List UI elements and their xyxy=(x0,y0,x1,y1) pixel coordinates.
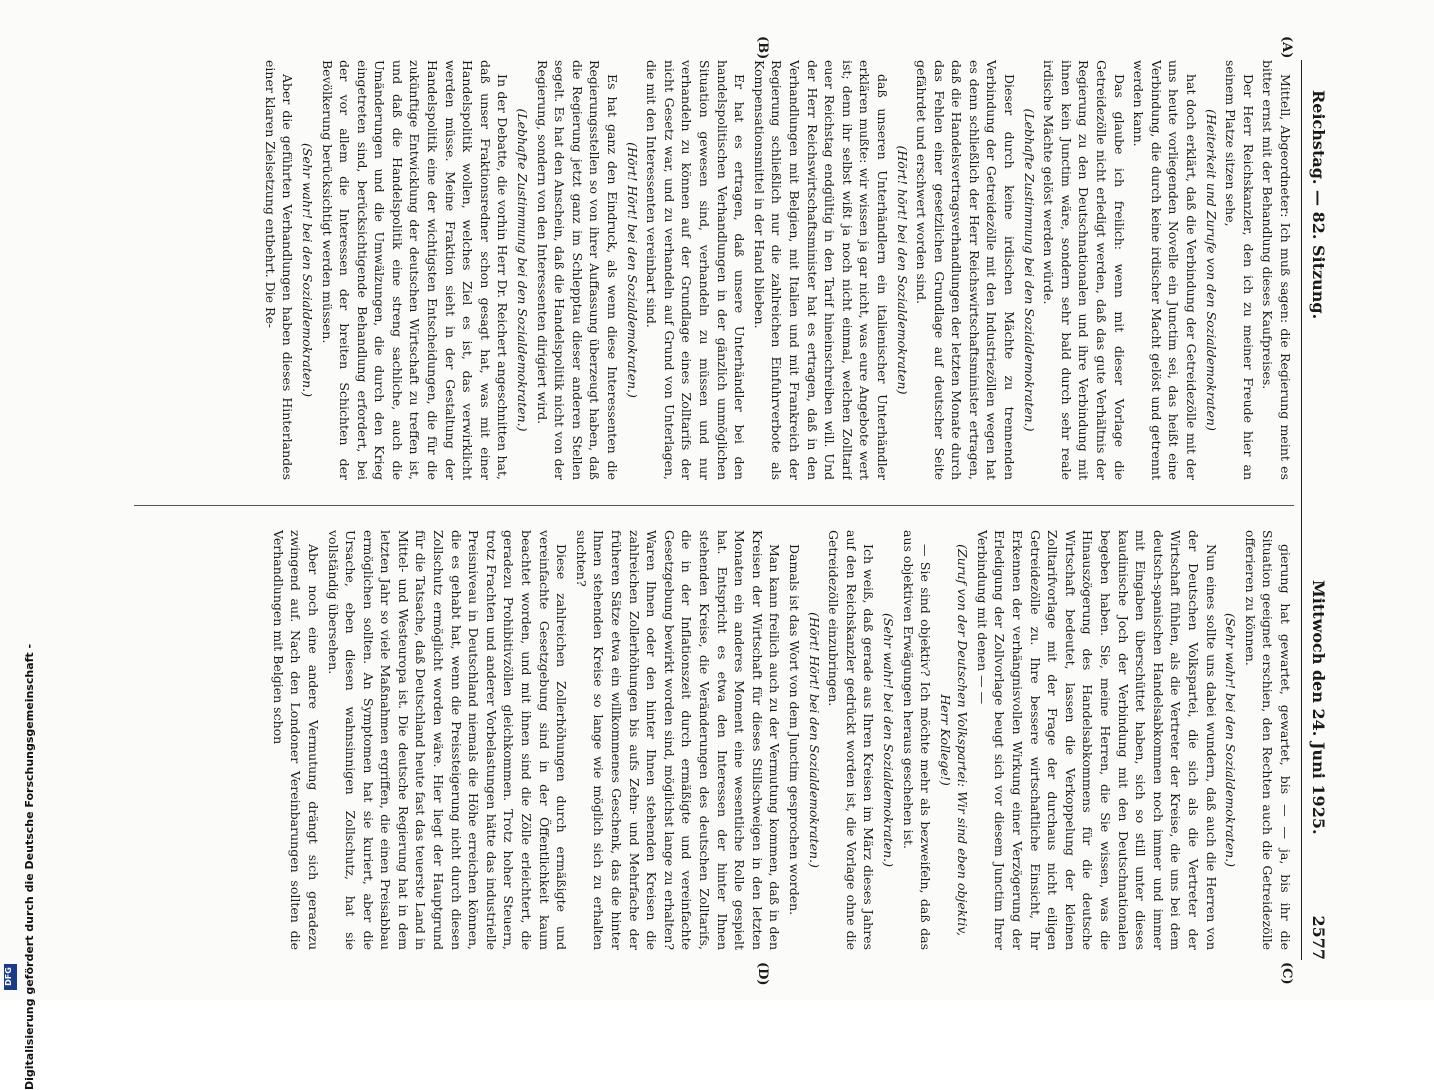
paragraph: Man kann freilich auch zu der Vermutung kommen, daß in den Kreisen der Wirtschaft für dieses Stillschweigen in den letzten Monaten ein anderes Moment eine wesentliche Rolle gespielt hat. Entspricht es etwa den Interessen der hinter Ihnen stehenden Kreise, die Veränderungen des deutschen Zolltarifs, die in der Inflationszeit durch ermäßigte und vereinfachte Gesetzgebung bewirkt worden sind, möglichst lange zu erhalten? Waren Ihnen oder den hinter Ihnen stehenden Kreisen die zahlreichen Zollerhöhungen bis aufs Zehn- und Mehrfache der früheren Sätze etwa ein willkommenes Geschenk, das die hinter Ihnen stehenden Kreise so lange wie möglich sich zu erhalten suchten? xyxy=(573,530,783,950)
margin-mark-a: (A) xyxy=(1279,36,1294,59)
paragraph: (Sehr wahr! bei den Sozialdemokraten.) xyxy=(299,142,315,398)
text-column-left xyxy=(114,60,1294,480)
page-number: 2577 xyxy=(1309,915,1328,960)
paragraph: (Lebhafte Zustimmung bei den Sozialdemokraten.) xyxy=(515,108,531,432)
paragraph: gierung hat gewartet, gewartet, bis — — ja, bis ihr die Situation geeignet erschien, den Rechten auch die Getreidezölle offerieren zu können. xyxy=(1242,530,1293,950)
margin-mark-d: (D) xyxy=(755,962,770,986)
paragraph: (Zuruf von der Deutschen Volkspartei: Wir sind eben objektiv, Herr Kollege!) xyxy=(937,544,971,936)
header-date: Mittwoch den 24. Juni 1925. xyxy=(1309,580,1328,835)
paragraph: daß unseren Unterhändlern ein italienischer Unterhändler erklären mußte: wir wissen ja gar nicht, was eure Angebote wert ist; denn ihr selbst wißt ja noch nicht einmal, welchen Zolltarif euer Reichstag endgültig in den Tarif hineinschreiben will. Und der Herr Reichswirtschaftsminister hat es ertragen, daß in den Verhandlungen mit Belgien, mit Italien und mit Frankreich der Regierung schließlich nur die zahlreichen Einfuhrverbote als Kompensationsmittel in der Hand blieben. xyxy=(751,60,890,480)
paragraph: Das glaube ich freilich: wenn mit dieser Vorlage die Getreidezölle nicht erledigt werden, daß das gute Verhältnis der Regierung zu den Deutschnationalen und ihre Verbindung mit ihnen kein Junctim wäre, sondern sehr bald durch sehr reale irdische Mächte gelöst werden würde. xyxy=(1041,60,1127,480)
paragraph: (Sehr wahr! bei den Sozialdemokraten.) xyxy=(1223,612,1239,868)
column-divider xyxy=(134,505,1294,506)
paragraph: (Lebhafte Zustimmung bei den Sozialdemokraten.) xyxy=(1021,108,1037,432)
paragraph: In der Debatte, die vorhin Herr Dr. Reichert angeschnitten hat, daß unser Fraktionsredner schon gesagt hat, was mit einer Handelspolitik wollen, welches Ziel es ist, das verwirklicht werden müsse. Meine Fraktion sieht in der Gestaltung der Handelspolitik eine der wichtigsten Entscheidungen, die für die zukünftige Entwicklung der deutschen Wirtschaft zu treffen ist, und daß die Handelspolitik eine streng sachliche, auch die Umänderungen und die Umwälzungen, die durch den Krieg eingetreten sind, berücksichtigende Behandlung erfordert, bei der vor allem die Interessen der breiten Schichten der Bevölkerung berücksichtigt werden müssen. xyxy=(319,60,511,480)
text-column-right xyxy=(114,530,1294,950)
paragraph: Damals ist das Wort von dem Junctim gesprochen worden. xyxy=(786,544,802,916)
paragraph: (Hört! Hört! bei den Sozialdemokraten.) xyxy=(806,612,822,868)
paragraph: — Sie sind objektiv? Ich möchte mehr als bezweifeln, daß das aus objektiven Erwägungen heraus geschehen ist. xyxy=(900,530,934,950)
paragraph: (Sehr wahr! bei den Sozialdemokraten.) xyxy=(880,612,896,868)
paragraph: Ich weiß, daß gerade aus Ihren Kreisen im März dieses Jahres auf den Reichskanzler gedrückt worden ist, die Vorlage ohne die Getreidezölle einzubringen. xyxy=(826,530,877,950)
margin-mark-c: (C) xyxy=(1279,962,1294,985)
dfg-logo: DFG xyxy=(4,964,17,990)
header-rule xyxy=(1301,60,1302,960)
margin-mark-b: (B) xyxy=(755,36,770,60)
paragraph: Aber noch eine andere Vermutung drängt sich geradezu zwingend auf. Nach den Londoner Vereinbarungen sollten die Verhandlungen mit Belgien schon xyxy=(270,530,321,950)
footer-credit: Digitalisierung gefördert durch die Deutsche Forschungsgemeinschaft - xyxy=(23,643,36,1090)
paragraph: Aber die geführten Verhandlungen haben dieses Hinterlandes einer klaren Zielsetzung entbehrt. Die Re- xyxy=(262,60,296,480)
paragraph: (Heiterkeit und Zurufe von den Sozialdemokraten) xyxy=(1203,109,1219,431)
paragraph: Der Herr Reichskanzler, den ich zu meiner Freude hier an seinem Platze sitzen sehe, xyxy=(1223,60,1256,480)
paragraph: Nun eines sollte uns dabei wundern, daß auch die Herren von der Deutschen Volkspartei, die sich als die Vertreter der Wirtschaft fühlen, als die Vertreter der Kreise, die uns bei dem deutsch-spanischen Handelsabkommen noch immer und immer mit Eingaben überschüttet haben, sich so still unter dieses kaudinische Joch der Verbindung mit den Deutschnationalen begeben haben. Sie, meine Herren, die Sie wissen, was die Hinauszögerung des Handelsabkommens für die deutsche Wirtschaft bedeutet, lassen die Verkoppelung der kleinen Zolltarifvorlage mit der Frage der durchaus nicht eiligen Getreidezölle zu. Ihre bessere wirtschaftliche Einsicht, Ihr Erkennen der verhängnisvollen Wirkung einer Verzögerung der Erledigung der Zollvorlage beugt sich vor diesem Junctim Ihrer Verbindung mit denen — — xyxy=(974,530,1219,950)
running-header xyxy=(1304,60,1330,960)
paragraph: (Hört! hört! bei den Sozialdemokraten) xyxy=(894,145,910,395)
paragraph: Dieser durch keine irdischen Mächte zu trennenden Verbindung der Getreidezölle mit den Industriezöllen wegen hat es denn schließlich der Herr Reichswirtschaftsminister ertragen, daß die Handelsvertragsverhandlungen der letzten Monate durch das Fehlen einer gesetzlichen Grundlage auf deutscher Seite gefährdet und erschwert worden sind. xyxy=(914,60,1018,480)
digitization-footer xyxy=(3,100,36,1090)
paragraph: Er hat es ertragen, daß unsere Unterhändler bei den handelspolitischen Verhandlungen in der gänzlich unmöglichen Situation gewesen sind, verhandeln zu müssen und nur verhandeln zu können auf der Grundlage eines Zolltarifs der nicht Gesetz war, und zu verhandeln auf Grund von Unterlagen, die mit den Interessenten vereinbart sind. xyxy=(644,60,748,480)
paragraph: Diese zahlreichen Zollerhöhungen durch ermäßigte und vereinfachte Gesetzgebung sind in der Öffentlichkeit kaum beachtet worden, und mit ihnen sind die Zölle erleichtert, die geradezu Prohibitivzöllen gleichkommen. Trotz hoher Steuern, trotz Frachten und anderer Vorbelastungen hätte das industrielle Preisniveau in Deutschland niemals die Höhe erreichen können, die es gehabt hat, wenn die Preissteigerung nicht durch diesen Zollschutz ermöglicht worden wäre. Hier liegt der Hauptgrund für die Tatsache, daß Deutschland heute fast das teuerste Land in Mittel- und Westeuropa ist. Die deutsche Regierung hat in dem letzten Jahr so viele Maßnahmen ergriffen, die einen Preisabbau ermöglichen sollten. An Symptomen hat sie kuriert, aber die Ursache, eben diesen wahnsinnigen Zollschutz, hat sie vollständig übersehen. xyxy=(325,530,570,950)
rotated-page-content xyxy=(80,36,1330,986)
paragraph: hat doch erklärt, daß die Verbindung der Getreidezölle mit der uns heute vorliegenden Novelle ein Junctim sei, das heißt eine Verbindung, die durch keine irdischer Macht gelöst und getrennt werden kann. xyxy=(1131,60,1200,480)
header-left: Reichstag. — 82. Sitzung. xyxy=(1309,90,1328,320)
paragraph: (Hört! Hört! bei den Sozialdemokraten.) xyxy=(624,142,640,398)
paragraph: Es hat ganz den Eindruck, als wenn diese Interessenten die Regierungsstellen so von ihrer Auffassung überzeugt haben, daß die Regierung jetzt ganz im Schlepptau dieser anderen Stellen segelt. Es hat den Anschein, daß die Handelspolitik nicht von der Regierung, sondern von den Interessenten dirigiert wird. xyxy=(534,60,621,480)
paragraph: Mittell, Abgeordneter: Ich muß sagen: die Regierung meint es bitter ernst mit der Behandlung dieses Kaufpreises. xyxy=(1260,60,1293,480)
